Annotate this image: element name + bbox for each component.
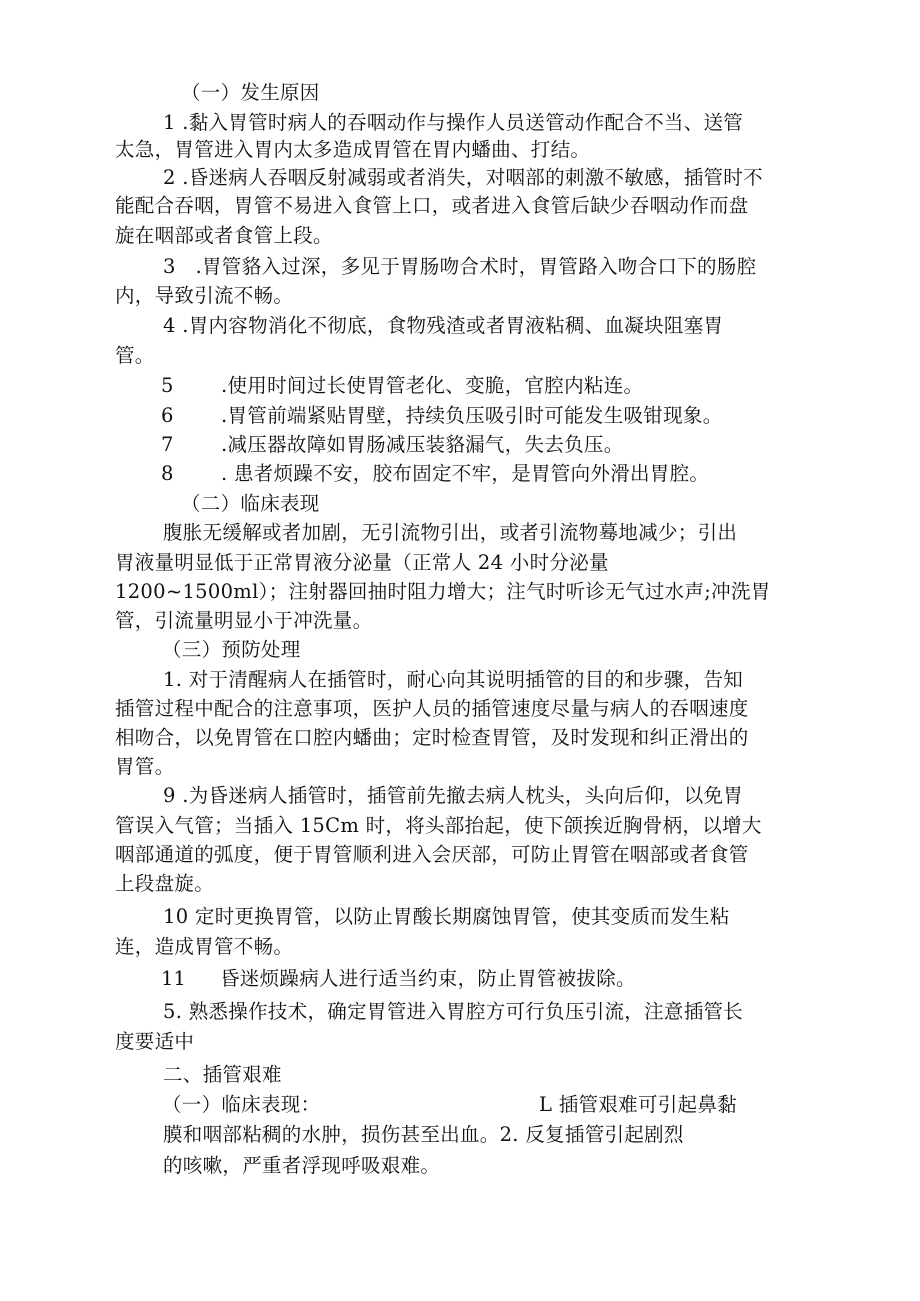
cause-6-text: .胃管前端紧贴胃壁，持续负压吸引时可能发生吸钳现象。 (221, 404, 723, 427)
part-two-line-3: 的咳嗽，严重者浮现呼吸艰难。 (163, 1154, 441, 1177)
prevention-11-number: 11 (161, 967, 186, 990)
prevention-9-line-4: 上段盘旋。 (115, 872, 215, 895)
cause-3-line-2: 内，导致引流不畅。 (115, 284, 294, 307)
cause-7-text: .减压器故障如胃肠减压装貉漏气，失去负压。 (221, 433, 624, 456)
cause-5-number: 5 (161, 374, 174, 397)
cause-2-line-1: 2 .昏迷病人吞咽反射减弱或者消失，对咽部的刺激不敏感，插管时不 (163, 166, 763, 189)
cause-4-line-2: 管。 (115, 344, 155, 367)
prevention-10-line-2: 连，造成胃管不畅。 (115, 935, 294, 958)
cause-2-line-3: 旋在咽部或者食管上段。 (115, 224, 333, 247)
prevention-1-line-2: 插管过程中配合的注意事项，医护人员的插管速度尽量与病人的吞咽速度 (115, 697, 749, 720)
cause-4-line-1: 4 .胃内容物消化不彻底，食物残渣或者胃液粘稠、血凝块阻塞胃 (163, 314, 724, 337)
prevention-5-line-1: 5. 熟悉操作技术，确定胃管进入胃腔方可行负压引流，注意插管长 (163, 1000, 744, 1023)
clinical-line-1: 腹胀无缓解或者加剧，无引流物引出，或者引流物蓦地减少；引出 (163, 521, 738, 544)
prevention-11-text: 昏迷烦躁病人进行适当约束，防止胃管被拔除。 (220, 967, 636, 990)
prevention-10-line-1: 10 定时更换胃管，以防止胃酸长期腐蚀胃管，使其变质而发生粘 (163, 905, 730, 928)
clinical-line-3: 1200~1500ml）；注射器回抽时阻力增大；注气时听诊无气过水声;冲洗胃 (115, 580, 771, 603)
cause-8-text: . 患者烦躁不安，胶布固定不牢，是胃管向外滑出胃腔。 (221, 462, 710, 485)
prevention-1-line-1: 1. 对于清醒病人在插管时，耐心向其说明插管的目的和步骤，告知 (163, 668, 744, 691)
part-two-line-1-right: L 插管艰难可引起鼻黏 (539, 1093, 737, 1116)
cause-7-number: 7 (161, 433, 174, 456)
cause-8-number: 8 (161, 462, 174, 485)
section-heading-prevention: （三）预防处理 (162, 638, 301, 661)
clinical-line-4: 管，引流量明显小于冲洗量。 (115, 609, 373, 632)
prevention-9-line-1: 9 .为昏迷病人插管时，插管前先撤去病人枕头，头向后仰，以免胃 (163, 784, 744, 807)
cause-2-line-2: 能配合吞咽，胃管不易进入食管上口，或者进入食管后缺少吞咽动作而盘 (115, 194, 749, 217)
cause-5-text: .使用时间过长使胃管老化、变脆，官腔内粘连。 (221, 374, 644, 397)
cause-1-line-2: 太急，胃管进入胃内太多造成胃管在胃内蟠曲、打结。 (115, 138, 591, 161)
prevention-9-line-2: 管误入气管；当插入 15Cm 时，将头部抬起，使下颌挨近胸骨柄，以增大 (115, 814, 762, 837)
prevention-1-line-3: 相吻合，以免胃管在口腔内蟠曲；定时检查胃管，及时发现和纠正滑出的 (115, 726, 749, 749)
part-two-subheading: （一）临床表现： (162, 1093, 321, 1116)
cause-3-line-1: 3 .胃管貉入过深，多见于胃肠吻合术时，胃管路入吻合口下的肠腔 (163, 255, 757, 278)
prevention-9-line-3: 咽部通道的弧度，便于胃管顺利进入会厌部，可防止胃管在咽部或者食管 (115, 843, 749, 866)
part-two-heading: 二、插管艰难 (163, 1063, 282, 1086)
part-two-line-2: 膜和咽部粘稠的水肿，损伤甚至出血。2. 反复插管引起剧烈 (163, 1123, 684, 1146)
cause-1-line-1: 1 .黏入胃管时病人的吞咽动作与操作人员送管动作配合不当、送管 (163, 111, 744, 134)
section-heading-clinical: （二）临床表现 (181, 492, 320, 515)
cause-6-number: 6 (161, 404, 174, 427)
section-heading-causes: （一）发生原因 (181, 81, 320, 104)
prevention-1-line-4: 胃管。 (115, 755, 175, 778)
clinical-line-2: 胃液量明显低于正常胃液分泌量（正常人 24 小时分泌量 (115, 551, 609, 574)
prevention-5-line-2: 度要适中 (115, 1030, 195, 1053)
